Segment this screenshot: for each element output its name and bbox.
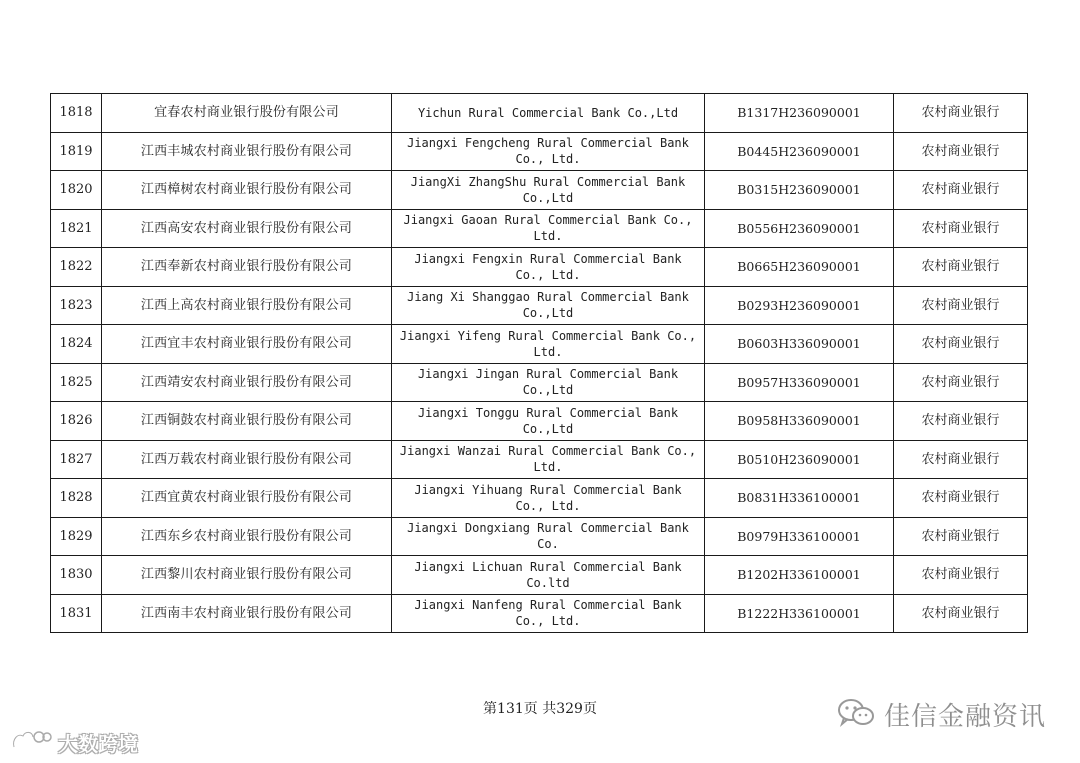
- cell-institution-code: B0445H236090001: [705, 132, 894, 171]
- cell-number: 1826: [51, 402, 102, 441]
- cell-bank-type: 农村商业银行: [894, 556, 1028, 595]
- cell-name-chinese: 宜春农村商业银行股份有限公司: [102, 94, 392, 133]
- table-row: [51, 94, 1028, 133]
- wechat-icon: [836, 697, 876, 733]
- cell-bank-type: 农村商业银行: [894, 363, 1028, 402]
- cell-name-chinese: 江西万载农村商业银行股份有限公司: [102, 440, 392, 479]
- bank-list-table: [50, 93, 1028, 633]
- cell-bank-type: 农村商业银行: [894, 209, 1028, 248]
- cell-bank-type: 农村商业银行: [894, 248, 1028, 287]
- cell-bank-type: 农村商业银行: [894, 594, 1028, 633]
- cell-name-english: Jiangxi Lichuan Rural Commercial Bank Co.ltd: [392, 556, 705, 595]
- table-row: [51, 209, 1028, 248]
- cell-number: 1824: [51, 325, 102, 364]
- cell-name-english: Yichun Rural Commercial Bank Co.,Ltd: [392, 94, 705, 133]
- table-row: [51, 132, 1028, 171]
- cell-name-english: Jiang Xi Shanggao Rural Commercial Bank Co.,Ltd: [392, 286, 705, 325]
- cell-name-english: Jiangxi Wanzai Rural Commercial Bank Co., Ltd.: [392, 440, 705, 479]
- table-body: [51, 94, 1028, 633]
- cell-bank-type: 农村商业银行: [894, 325, 1028, 364]
- cell-bank-type: 农村商业银行: [894, 132, 1028, 171]
- cell-institution-code: B1222H336100001: [705, 594, 894, 633]
- cell-number: 1823: [51, 286, 102, 325]
- cell-number: 1821: [51, 209, 102, 248]
- watermark-brand: [10, 727, 138, 757]
- cell-bank-type: 农村商业银行: [894, 286, 1028, 325]
- table-row: [51, 594, 1028, 633]
- cell-institution-code: B0556H236090001: [705, 209, 894, 248]
- cell-name-english: Jiangxi Fengcheng Rural Commercial Bank Co., Ltd.: [392, 132, 705, 171]
- table-row: [51, 363, 1028, 402]
- cell-number: 1831: [51, 594, 102, 633]
- page-number: 第131页 共329页: [483, 701, 597, 717]
- cell-number: 1830: [51, 556, 102, 595]
- cell-name-english: Jiangxi Gaoan Rural Commercial Bank Co., Ltd.: [392, 209, 705, 248]
- cell-number: 1828: [51, 479, 102, 518]
- cell-number: 1829: [51, 517, 102, 556]
- cell-institution-code: B0293H236090001: [705, 286, 894, 325]
- cell-name-chinese: 江西奉新农村商业银行股份有限公司: [102, 248, 392, 287]
- cell-number: 1819: [51, 132, 102, 171]
- cell-institution-code: B0315H236090001: [705, 171, 894, 210]
- cell-institution-code: B0958H336090001: [705, 402, 894, 441]
- brand-logo-icon: [10, 727, 52, 757]
- watermark-wechat: [836, 696, 1046, 733]
- cell-bank-type: 农村商业银行: [894, 402, 1028, 441]
- cell-number: 1822: [51, 248, 102, 287]
- table-row: [51, 479, 1028, 518]
- cell-institution-code: B0831H336100001: [705, 479, 894, 518]
- cell-name-chinese: 江西樟树农村商业银行股份有限公司: [102, 171, 392, 210]
- table-row: [51, 402, 1028, 441]
- cell-name-english: Jiangxi Dongxiang Rural Commercial Bank Co.: [392, 517, 705, 556]
- cell-name-chinese: 江西宜黄农村商业银行股份有限公司: [102, 479, 392, 518]
- cell-name-english: Jiangxi Fengxin Rural Commercial Bank Co., Ltd.: [392, 248, 705, 287]
- table-row: [51, 517, 1028, 556]
- cell-institution-code: B0665H236090001: [705, 248, 894, 287]
- cell-name-chinese: 江西东乡农村商业银行股份有限公司: [102, 517, 392, 556]
- cell-bank-type: 农村商业银行: [894, 479, 1028, 518]
- watermark-left-text: 大数跨境: [58, 731, 138, 756]
- table-row: [51, 325, 1028, 364]
- cell-institution-code: B0603H336090001: [705, 325, 894, 364]
- cell-bank-type: 农村商业银行: [894, 171, 1028, 210]
- cell-bank-type: 农村商业银行: [894, 94, 1028, 133]
- cell-name-chinese: 江西高安农村商业银行股份有限公司: [102, 209, 392, 248]
- cell-name-chinese: 江西黎川农村商业银行股份有限公司: [102, 556, 392, 595]
- cell-institution-code: B0510H236090001: [705, 440, 894, 479]
- cell-name-chinese: 江西铜鼓农村商业银行股份有限公司: [102, 402, 392, 441]
- cell-name-chinese: 江西丰城农村商业银行股份有限公司: [102, 132, 392, 171]
- cell-name-chinese: 江西上高农村商业银行股份有限公司: [102, 286, 392, 325]
- cell-name-chinese: 江西宜丰农村商业银行股份有限公司: [102, 325, 392, 364]
- watermark-right-text: 佳信金融资讯: [883, 702, 1046, 732]
- table-row: [51, 171, 1028, 210]
- table-row: [51, 248, 1028, 287]
- table-row: [51, 556, 1028, 595]
- cell-institution-code: B1317H236090001: [705, 94, 894, 133]
- cell-name-english: Jiangxi Tonggu Rural Commercial Bank Co.,Ltd: [392, 402, 705, 441]
- cell-name-chinese: 江西靖安农村商业银行股份有限公司: [102, 363, 392, 402]
- cell-institution-code: B0957H336090001: [705, 363, 894, 402]
- cell-bank-type: 农村商业银行: [894, 440, 1028, 479]
- cell-number: 1825: [51, 363, 102, 402]
- cell-institution-code: B0979H336100001: [705, 517, 894, 556]
- cell-name-english: Jiangxi Yifeng Rural Commercial Bank Co., Ltd.: [392, 325, 705, 364]
- cell-name-english: JiangXi ZhangShu Rural Commercial Bank Co.,Ltd: [392, 171, 705, 210]
- cell-number: 1820: [51, 171, 102, 210]
- cell-bank-type: 农村商业银行: [894, 517, 1028, 556]
- cell-number: 1827: [51, 440, 102, 479]
- cell-institution-code: B1202H336100001: [705, 556, 894, 595]
- table-row: [51, 440, 1028, 479]
- cell-name-english: Jiangxi Yihuang Rural Commercial Bank Co., Ltd.: [392, 479, 705, 518]
- cell-number: 1818: [51, 94, 102, 133]
- cell-name-english: Jiangxi Jingan Rural Commercial Bank Co.,Ltd: [392, 363, 705, 402]
- cell-name-english: Jiangxi Nanfeng Rural Commercial Bank Co., Ltd.: [392, 594, 705, 633]
- table-row: [51, 286, 1028, 325]
- cell-name-chinese: 江西南丰农村商业银行股份有限公司: [102, 594, 392, 633]
